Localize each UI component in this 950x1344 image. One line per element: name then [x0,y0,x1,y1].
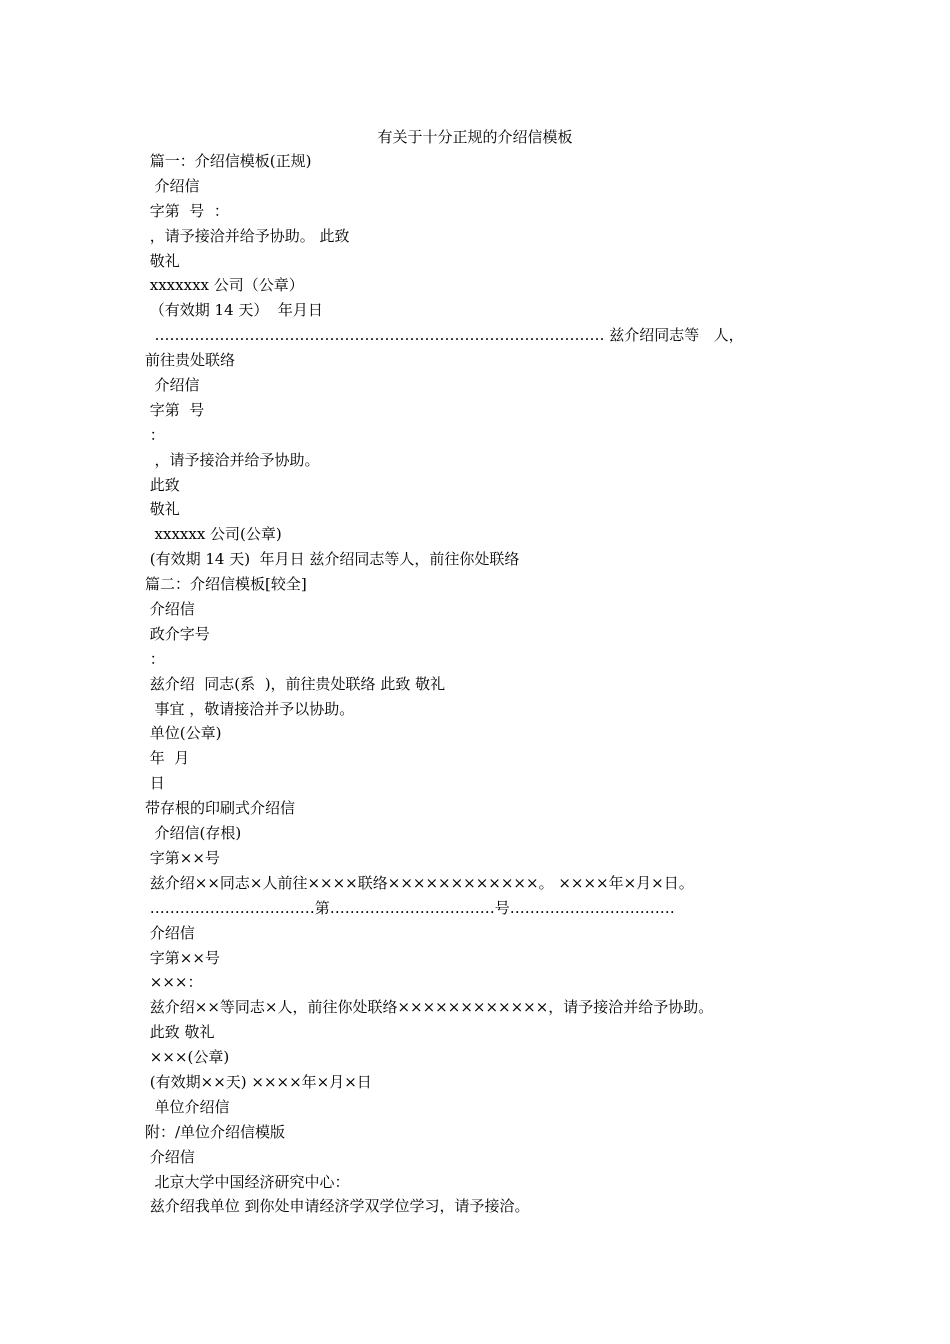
text-line: 兹介绍××等同志×人，前往你处联络××××××××××××，请予接洽并给予协助。 [145,998,714,1017]
text-line: 篇二：介绍信模板[较全] [145,575,307,594]
text-line: ……………………………第……………………………号…………………………… [145,898,675,917]
text-line: 兹介绍××同志×人前往××××联络××××××××××××。 ××××年×月×日。 [145,873,694,892]
text-line: 事宜 ，敬请接洽并予以协助。 [145,699,355,718]
text-line: 介绍信 [145,176,200,195]
text-line: 政介字号 [145,624,210,643]
text-line: 兹介绍 同志(系 )，前往贵处联络 此致 敬礼 [145,674,446,693]
text-line: 字第××号 [145,948,220,967]
text-line: 字第 号 ： [145,201,229,220]
text-line: ： [145,649,165,668]
text-line: xxxxxxx 公司（公章） [145,276,304,295]
text-line: 单位(公章) [145,724,222,743]
text-line: ，请予接洽并给予协助。 [145,450,320,469]
text-line: 介绍信(存根) [145,824,242,843]
text-line: ： [145,425,165,444]
text-line: 兹介绍我单位 到你处申请经济学双学位学习，请予接洽。 [145,1197,530,1216]
text-line: 介绍信 [145,376,200,395]
text-line: 前往贵处联络 [145,351,236,370]
text-line: ……………………………………………………………………………… 兹介绍同志等 人， [145,326,744,345]
text-line: 北京大学中国经济研究中心： [145,1172,350,1191]
text-line: 年 月 [145,749,190,768]
text-line: 篇一：介绍信模板(正规) [145,152,312,170]
text-line: 介绍信 [145,923,195,942]
document-title: 有关于十分正规的介绍信模板 [377,128,573,146]
text-line: 敬礼 [145,500,180,519]
text-line: (有效期××天) ××××年×月×日 [145,1072,372,1091]
text-line: 日 [145,774,165,793]
text-line: 敬礼 [145,251,180,270]
text-line: ×××： [145,973,203,992]
document-body [145,149,805,1219]
text-line: （有效期 14 天） 年月日 [145,301,323,320]
text-line: 带存根的印刷式介绍信 [145,799,296,818]
text-line: 此致 敬礼 [145,1023,215,1042]
text-line: 单位介绍信 [145,1097,230,1116]
text-line: 字第 号 [145,400,205,419]
text-line: 附：/单位介绍信模版 [145,1122,286,1141]
text-line: 字第××号 [145,848,220,867]
text-line: xxxxxx 公司(公章) [145,525,282,544]
text-line: 介绍信 [145,1147,195,1166]
text-line: (有效期 14 天) 年月日 兹介绍同志等人，前往你处联络 [145,550,520,569]
text-line: 此致 [145,475,180,494]
text-line: ×××(公章) [145,1048,230,1067]
text-line: 介绍信 [145,600,195,619]
text-line: ，请予接洽并给予协助。 此致 [145,226,350,245]
